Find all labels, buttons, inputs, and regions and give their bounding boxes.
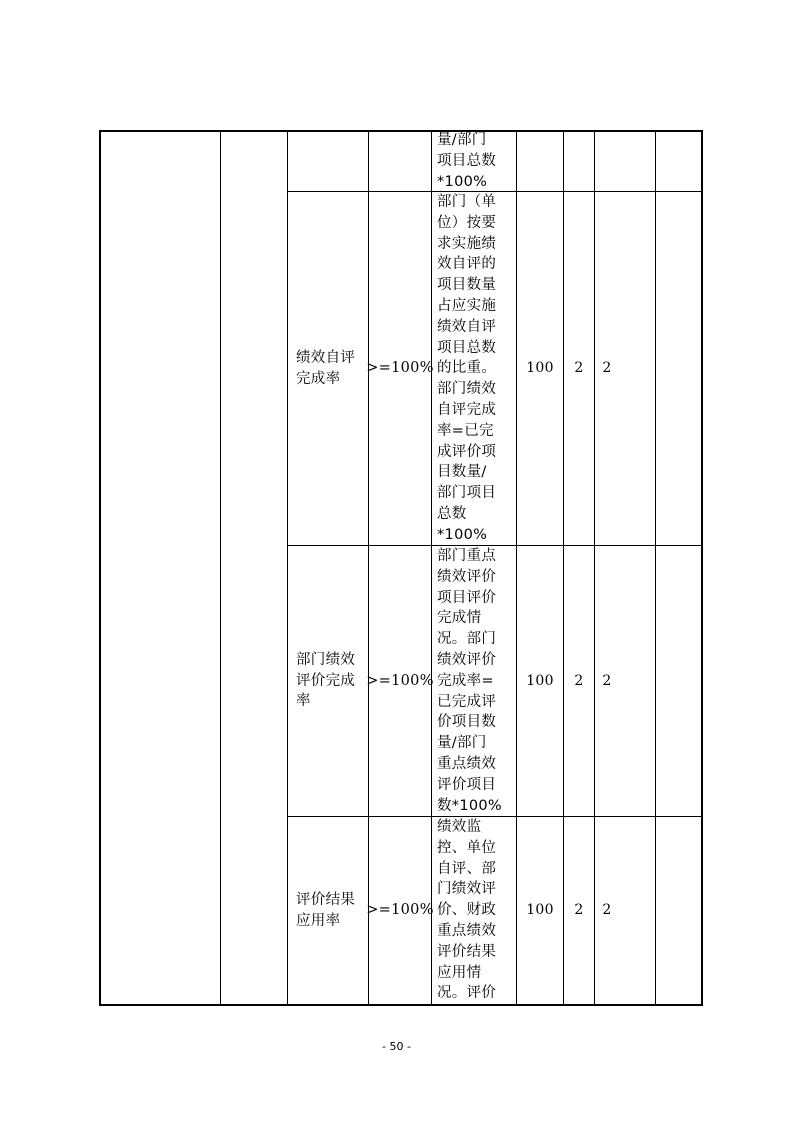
score-value: 2 [602,360,612,377]
description-line: 价、财政 [437,902,497,919]
score-cell [564,546,594,816]
indicator-name-cell [288,546,368,816]
description-line: 数*100% [437,797,503,814]
description-line: 部门项目 [437,485,497,502]
description-line: 绩效评价 [437,651,497,668]
description-line: 部门重点 [437,548,497,564]
score-value: 2 [602,902,612,919]
description-line: 位）按要 [437,214,497,231]
indicator-name: 绩效自评 [296,349,356,366]
score-cell [595,192,619,545]
target-value-cell [366,546,434,816]
description-line: 评价项目 [437,776,497,793]
description-line: *100% [437,526,488,543]
description-line: 项目评价 [437,589,497,606]
indicator-name: 评价结果 [296,891,356,908]
page-number: - 50 - [382,1040,411,1053]
score-cell [564,192,594,545]
target-value: >=100% [366,672,434,689]
indicator-name: 部门绩效 [296,651,356,668]
table-border-right [701,130,703,1006]
score-value: 2 [602,672,612,689]
weight-cell [517,546,563,816]
description-line: 控、单位 [437,839,497,856]
score-value: 2 [574,902,584,919]
description-line: 绩效评价 [437,568,497,585]
description-line: 况。部门 [437,631,497,648]
description-line: 项目数量 [437,277,497,294]
indicator-name: 完成率 [296,370,341,387]
col-divider-1 [220,130,221,1005]
description-line: 重点绩效 [437,922,497,939]
weight-value: 100 [526,672,554,689]
description-line: 效自评的 [437,256,497,273]
description-line: 量/部门 [437,132,487,148]
score-value: 2 [574,672,584,689]
description-line: 率=已完 [437,422,494,439]
description-line: 成评价项 [437,443,497,460]
description-line: 价项目数 [437,714,497,731]
description-line: 绩效自评 [437,318,497,335]
col-divider-8 [655,130,656,1005]
description-line: 评价结果 [437,943,497,960]
description-line: 的比重。 [437,360,497,377]
description-line: 自评完成 [437,401,497,418]
table-border-left [99,130,101,1006]
description-line: 况。评价 [437,985,497,1002]
target-value-cell [366,192,434,545]
score-value: 2 [574,360,584,377]
description-cell [437,817,515,1004]
description-line: 求实施绩 [437,235,497,252]
target-value: >=100% [366,360,434,377]
col-divider-4 [431,130,432,1005]
description-line: 绩效监 [437,819,482,835]
score-cell [595,817,619,1004]
score-cell [595,546,619,816]
indicator-name: 应用率 [296,912,341,929]
description-line: 部门（单 [437,194,497,210]
weight-value: 100 [526,902,554,919]
description-line: 量/部门 [437,735,487,752]
description-line: 目数量/ [437,464,487,481]
weight-cell [517,817,563,1004]
description-line: 重点绩效 [437,755,497,772]
weight-value: 100 [526,360,554,377]
table-border-top [99,130,703,132]
indicator-name-cell [288,817,368,1004]
table-border-bottom [99,1004,703,1006]
description-line: 项目总数 [437,152,497,169]
description-line: 完成率= [437,672,494,689]
description-line: 自评、部 [437,860,497,877]
description-line: *100% [437,173,488,190]
description-line: 完成情 [437,610,482,627]
indicator-name: 评价完成 [296,672,356,689]
indicator-name: 率 [296,693,311,710]
weight-cell [517,192,563,545]
target-value: >=100% [366,902,434,919]
score-cell [564,817,594,1004]
description-line: 门绩效评 [437,881,497,898]
description-line: 应用情 [437,964,482,981]
indicator-name-cell [288,192,368,545]
description-cell [437,546,515,816]
description-line: 已完成评 [437,693,497,710]
table-row [437,130,515,191]
description-line: 占应实施 [437,297,497,314]
description-line: 总数 [437,505,467,522]
description-line: 项目总数 [437,339,497,356]
description-cell [437,192,515,545]
description-line: 部门绩效 [437,381,497,398]
target-value-cell [366,817,434,1004]
